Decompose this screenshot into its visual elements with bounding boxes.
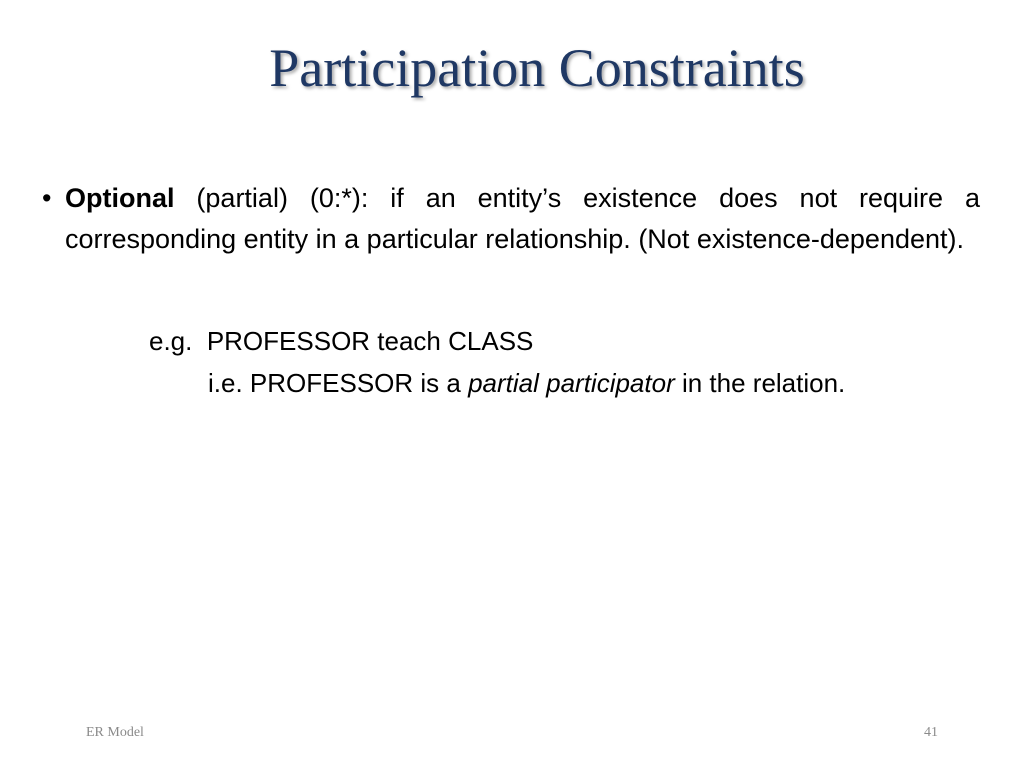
bullet-text <box>65 178 980 260</box>
bullet-item <box>42 178 980 260</box>
example-line: e.g. PROFESSOR teach CLASS <box>149 326 534 356</box>
explanation-emphasis: partial participator <box>468 368 675 398</box>
explanation-prefix: i.e. PROFESSOR is a <box>208 368 469 398</box>
bullet-description: (partial) (0:*): if an entity’s existence does not require a corresponding entity in a particular relationship. (Not existence-dependent). <box>65 183 980 254</box>
bullet-marker: • <box>42 183 52 213</box>
footer-label: ER Model <box>86 725 144 740</box>
slide-body <box>42 178 980 260</box>
explanation-suffix: in the relation. <box>674 368 846 398</box>
bullet-term: Optional <box>65 183 175 213</box>
page-number: 41 <box>924 725 938 740</box>
explanation-line <box>208 364 845 402</box>
slide-title: Participation Constraints <box>269 38 805 98</box>
